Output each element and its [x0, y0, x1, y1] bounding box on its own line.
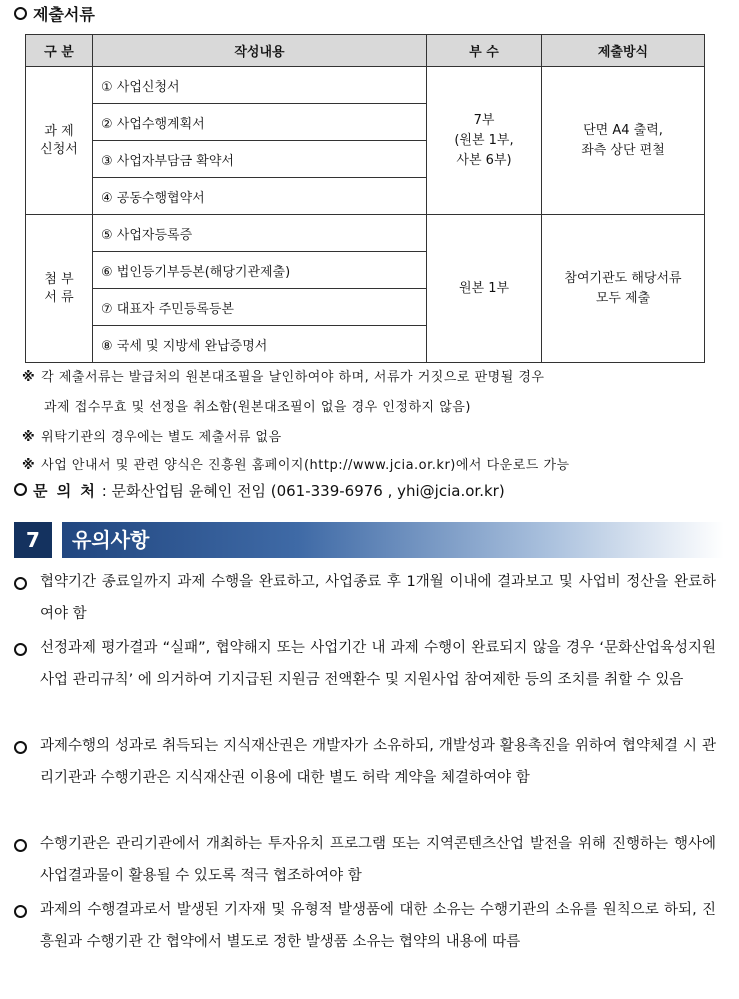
method-application	[542, 67, 705, 215]
section-7-divider	[52, 522, 62, 558]
table-header-row	[26, 35, 705, 67]
note-mark: ※	[22, 458, 36, 473]
paragraph-text: 과제의 수행결과로서 발생된 기자재 및 유형적 발생품에 대한 소유는 수행기관의 소유를 원칙으로 하되, 진흥원과 수행기관 간 협약에서 별도로 정한 발생품 소유는 협약의 내용에 따름	[40, 902, 716, 950]
category-line: 신청서	[40, 141, 78, 157]
note-text: 각 제출서류는 발급처의 원본대조필을 날인하여야 하며, 서류가 거짓으로 판명될 경우	[41, 370, 545, 385]
category-line: 서 류	[44, 289, 74, 305]
note-2	[22, 426, 282, 445]
notice-paragraph-1	[14, 566, 716, 630]
contact-line	[14, 480, 505, 501]
document-item: ⑦ 대표자 주민등록등본	[93, 289, 427, 326]
copies-line: 7부	[473, 112, 495, 128]
paragraph-text: 과제수행의 성과로 취득되는 지식재산권은 개발자가 소유하되, 개발성과 활용촉진을 위하여 협약체결 시 관리기관과 수행기관은 지식재산권 이용에 대한 별도 허락 계약을 체결하여야 함	[40, 738, 716, 786]
copies-attachments	[427, 215, 542, 363]
note-mark: ※	[22, 430, 36, 445]
table-row	[26, 215, 705, 252]
paragraph-text: 선정과제 평가결과 “실패”, 협약해지 또는 사업기간 내 과제 수행이 완료되지 않을 경우 ‘문화산업육성지원사업 관리규칙’ 에 의거하여 기지급된 지원금 전액환수 및 지원사업 참여제한 등의 조치를 취할 수 있음	[40, 640, 716, 688]
header-copies: 부 수	[427, 35, 542, 67]
circle-bullet-icon	[14, 483, 27, 496]
circle-bullet-icon	[14, 577, 27, 590]
category-attachments	[26, 215, 93, 363]
method-line: 좌측 상단 편철	[581, 142, 665, 158]
paragraph-text: 협약기간 종료일까지 과제 수행을 완료하고, 사업종료 후 1개월 이내에 결과보고 및 사업비 정산을 완료하여야 함	[40, 574, 716, 622]
document-item: ③ 사업자부담금 확약서	[93, 141, 427, 178]
circle-bullet-icon	[14, 7, 27, 20]
method-line: 단면 A4 출력,	[583, 122, 663, 138]
method-line: 모두 제출	[595, 290, 651, 306]
category-application	[26, 67, 93, 215]
document-item: ④ 공동수행협약서	[93, 178, 427, 215]
note-mark: ※	[22, 370, 36, 385]
document-item: ① 사업신청서	[93, 67, 427, 104]
category-line: 첨 부	[44, 271, 74, 287]
note-1	[22, 366, 545, 385]
contact-text: : 문화산업팀 윤혜인 전임 (061-339-6976 , yhi@jcia.or.kr)	[96, 482, 505, 500]
note-text: 위탁기관의 경우에는 별도 제출서류 없음	[41, 430, 282, 445]
copies-application	[427, 67, 542, 215]
notice-paragraph-4	[14, 828, 716, 892]
section-7-title: 유의사항	[72, 528, 150, 552]
contact-label: 문 의 처	[33, 482, 97, 500]
section-title	[14, 2, 95, 25]
document-item: ② 사업수행계획서	[93, 104, 427, 141]
document-item: ⑤ 사업자등록증	[93, 215, 427, 252]
copies-line: 사본 6부)	[456, 152, 512, 168]
note-3	[22, 454, 570, 473]
note-text: 과제 접수무효 및 선정을 취소함(원본대조필이 없을 경우 인정하지 않음)	[44, 400, 471, 415]
notice-paragraph-5	[14, 894, 716, 958]
header-content: 작성내용	[93, 35, 427, 67]
document-item: ⑧ 국세 및 지방세 완납증명서	[93, 326, 427, 363]
method-attachments	[542, 215, 705, 363]
note-text: 사업 안내서 및 관련 양식은 진흥원 홈페이지(http://www.jcia.or.kr)에서 다운로드 가능	[41, 458, 570, 473]
header-method: 제출방식	[542, 35, 705, 67]
header-category: 구 분	[26, 35, 93, 67]
note-1-cont	[44, 396, 471, 415]
circle-bullet-icon	[14, 905, 27, 918]
table-row	[26, 67, 705, 104]
copies-line: 원본 1부	[458, 280, 510, 296]
submission-documents-table	[25, 34, 705, 363]
method-line: 참여기관도 해당서류	[564, 270, 682, 286]
circle-bullet-icon	[14, 643, 27, 656]
circle-bullet-icon	[14, 741, 27, 754]
notice-paragraph-3	[14, 730, 716, 794]
category-line: 과 제	[44, 123, 74, 139]
paragraph-text: 수행기관은 관리기관에서 개최하는 투자유치 프로그램 또는 지역콘텐츠산업 발전을 위해 진행하는 행사에 사업결과물이 활용될 수 있도록 적극 협조하여야 함	[40, 836, 716, 884]
document-item: ⑥ 법인등기부등본(해당기관제출)	[93, 252, 427, 289]
notice-paragraph-2	[14, 632, 716, 696]
copies-line: (원본 1부,	[454, 132, 514, 148]
section-7-number: 7	[14, 522, 52, 558]
circle-bullet-icon	[14, 839, 27, 852]
section-title-text: 제출서류	[33, 5, 95, 24]
